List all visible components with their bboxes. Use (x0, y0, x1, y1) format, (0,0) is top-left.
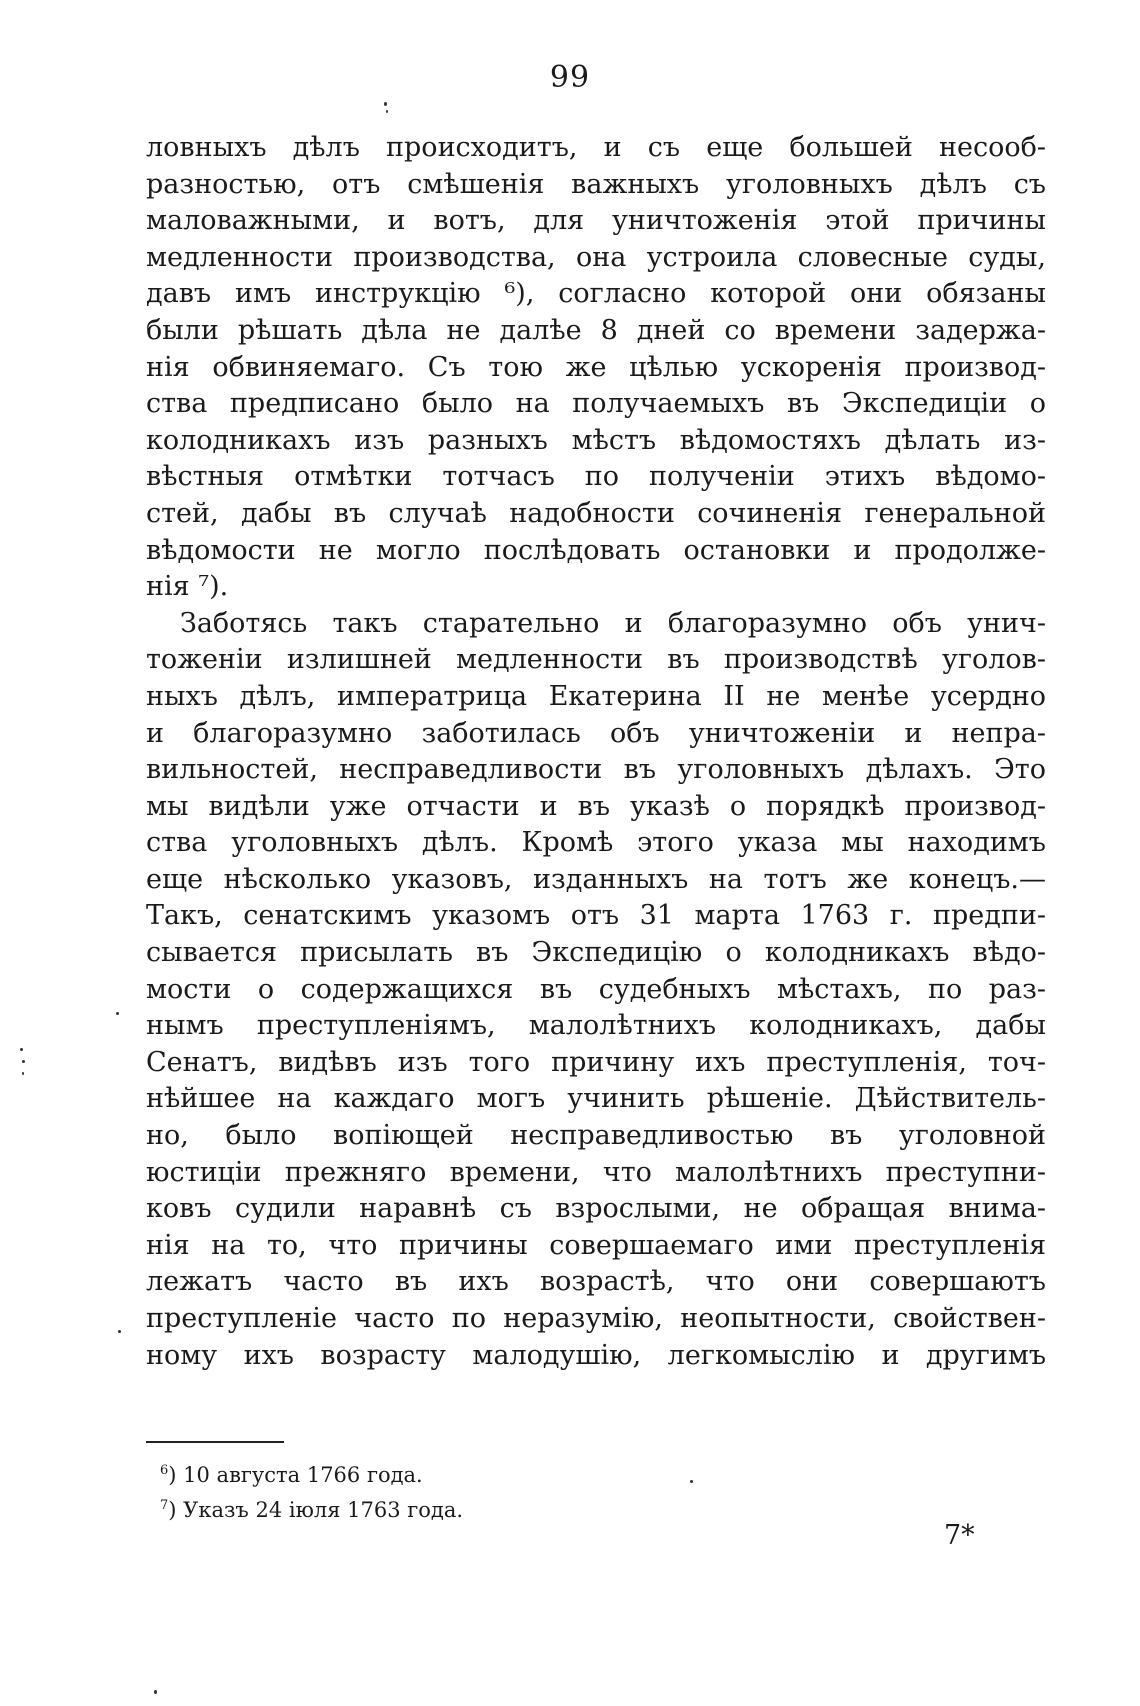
text-line: ному ихъ возрасту малодушію, легкомыслію и другимъ (146, 1339, 1046, 1371)
scan-speck (384, 102, 387, 106)
scan-speck (690, 1480, 693, 1483)
text-line: юстиціи прежняго времени, что малолѣтнихъ преступни- (146, 1156, 1046, 1188)
footnote-mark: 6 (160, 1463, 169, 1478)
footnote-item: $^7$) Указъ 24 іюля 1763 года. (160, 1498, 464, 1522)
footnote-text: 10 августа 1766 года. (183, 1463, 423, 1487)
text-line: нія на то, что причины совершаемаго ими преступленія (146, 1229, 1046, 1261)
text-line: преступленіе часто по неразумію, неопытности, свойствен- (146, 1303, 1046, 1334)
text-line: нія ⁷). (146, 571, 229, 603)
text-line: медленности производства, она устроила словесные суды, (146, 241, 1046, 273)
text-line: ства уголовныхъ дѣлъ. Кромѣ этого указа мы находимъ (146, 827, 1046, 859)
text-line: нія обвиняемаго. Съ тою же цѣлью ускоренія производ- (146, 351, 1046, 383)
scan-speck (20, 1048, 23, 1051)
page-number: 99 (549, 60, 591, 95)
text-line: мы видѣли уже отчасти и въ указѣ о порядкѣ производ- (146, 790, 1046, 822)
text-line: нѣйшее на каждаго могъ учинить рѣшеніе. Дѣйствитель- (146, 1083, 1046, 1115)
scan-speck (386, 110, 388, 113)
text-line: вѣстныя отмѣтки тотчасъ по полученіи этихъ вѣдомо- (146, 461, 1046, 493)
text-line: мости о содержащихся въ судебныхъ мѣстахъ, по раз- (146, 973, 1046, 1005)
text-line: и благоразумно заботилась объ уничтоженіи и непра- (146, 717, 1046, 749)
scan-speck (22, 1072, 24, 1075)
text-line: разностью, отъ смѣшенія важныхъ уголовныхъ дѣлъ съ (146, 168, 1046, 200)
text-line: еще нѣсколько указовъ, изданныхъ на тотъ же конецъ.— (146, 863, 1046, 895)
text-line: тоженіи излишней медленности въ производствѣ уголов- (146, 644, 1046, 676)
text-line: Заботясь такъ старательно и благоразумно объ унич- (180, 607, 1046, 639)
text-line: Такъ, сенатскимъ указомъ отъ 31 марта 1763 г. предпи- (146, 900, 1046, 932)
text-line: ловныхъ дѣлъ происходитъ, и съ еще большей несооб- (146, 132, 1046, 163)
footnote-divider (146, 1441, 284, 1443)
text-line: вильностей, несправедливости въ уголовныхъ дѣлахъ. Это (146, 754, 1046, 786)
scan-speck (116, 1012, 119, 1015)
text-line: колодникахъ изъ разныхъ мѣстъ вѣдомостяхъ дѣлать из- (146, 424, 1046, 456)
text-line: маловажными, и вотъ, для уничтоженія этой причины (146, 205, 1046, 237)
footnote-item: $^6$) 10 августа 1766 года. (160, 1463, 423, 1487)
signature-mark: 7* (944, 1520, 975, 1551)
text-line: ковъ судили наравнѣ съ взрослыми, не обращая внима- (146, 1193, 1046, 1225)
text-line: сывается присылать въ Экспедицію о колодникахъ вѣдо- (146, 937, 1046, 969)
text-line: ныхъ дѣлъ, императрица Екатерина II не менѣе усердно (146, 680, 1046, 712)
text-line: вѣдомости не могло послѣдовать остановки и продолже- (146, 534, 1046, 566)
text-line: но, было вопіющей несправедливостью въ уголовной (146, 1120, 1046, 1152)
text-line: были рѣшать дѣла не далѣе 8 дней со времени задержа- (146, 314, 1046, 346)
footnote-mark: 7 (160, 1498, 169, 1513)
text-line: нымъ преступленіямъ, малолѣтнихъ колодникахъ, дабы (146, 1010, 1046, 1042)
text-line: стей, дабы въ случаѣ надобности сочиненія генеральной (146, 497, 1046, 529)
body-text (146, 130, 1046, 1374)
text-line: ства предписано было на получаемыхъ въ Экспедиціи о (146, 388, 1046, 420)
text-line: Сенатъ, видѣвъ изъ того причину ихъ преступленія, точ- (146, 1046, 1046, 1078)
footnote-text: Указъ 24 іюля 1763 года. (183, 1498, 464, 1522)
text-line: давъ имъ инструкцію ⁶), согласно которой они обязаны (146, 278, 1046, 310)
footnotes (160, 1458, 463, 1528)
text-line: лежатъ часто въ ихъ возрастѣ, что они совершаютъ (146, 1266, 1046, 1298)
scan-speck (22, 1060, 25, 1063)
scan-speck (118, 1330, 121, 1333)
scan-speck (154, 1690, 157, 1694)
